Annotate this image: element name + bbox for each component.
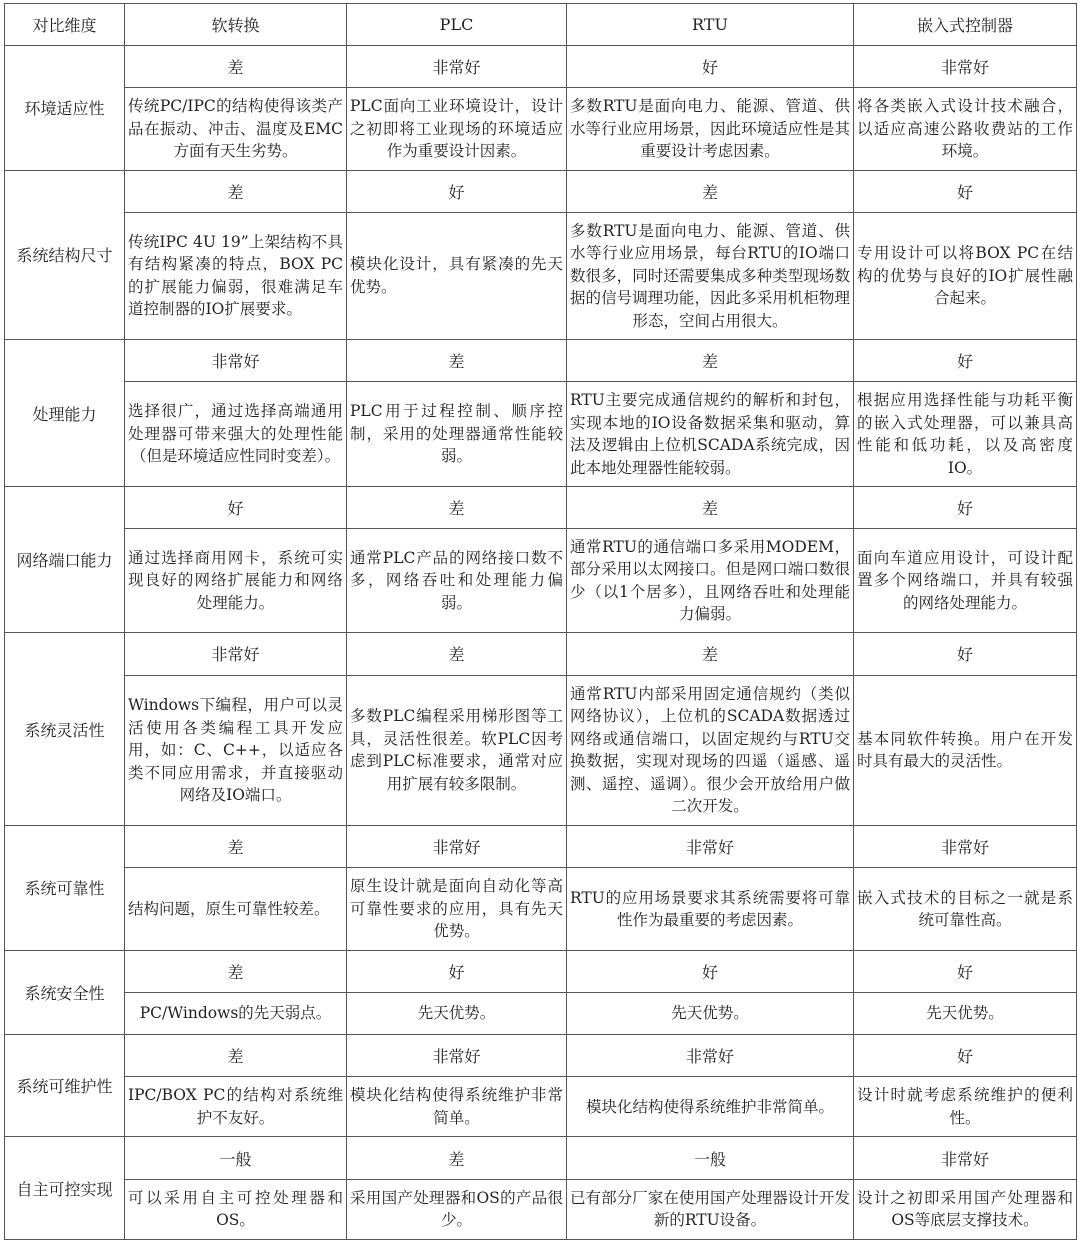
description-cell: IPC/BOX PC的结构对系统维护不友好。 <box>125 1077 347 1137</box>
rating-cell: 差 <box>347 1137 567 1179</box>
rating-cell: 差 <box>347 486 567 528</box>
dimension-label: 处理能力 <box>5 340 125 487</box>
rating-cell: 好 <box>854 340 1077 382</box>
rating-cell: 好 <box>854 1035 1077 1077</box>
description-cell: 已有部分厂家在使用国产处理器设计开发新的RTU设备。 <box>567 1179 854 1239</box>
description-cell: 设计之初即采用国产处理器和OS等底层支撑技术。 <box>854 1179 1077 1239</box>
dimension-label: 系统可维护性 <box>5 1035 125 1137</box>
description-cell: 先天优势。 <box>347 992 567 1034</box>
rating-row <box>5 340 1077 382</box>
description-cell: PC/Windows的先天弱点。 <box>125 992 347 1034</box>
description-row <box>5 675 1077 826</box>
rating-cell: 差 <box>125 1035 347 1077</box>
rating-cell: 好 <box>567 46 854 88</box>
rating-cell: 好 <box>854 486 1077 528</box>
description-row <box>5 1077 1077 1137</box>
header-embedded-controller: 嵌入式控制器 <box>854 4 1077 46</box>
rating-cell: 好 <box>854 170 1077 212</box>
description-cell: Windows下编程，用户可以灵活使用各类编程工具开发应用，如：C、C++，以适应各类不同应用需求，并直接驱动网络及IO端口。 <box>125 675 347 826</box>
rating-cell: 差 <box>125 826 347 868</box>
description-row <box>5 382 1077 486</box>
description-cell: 模块化结构使得系统维护非常简单。 <box>567 1077 854 1137</box>
rating-cell: 非常好 <box>854 826 1077 868</box>
rating-row <box>5 1137 1077 1179</box>
description-cell: 先天优势。 <box>854 992 1077 1034</box>
description-cell: 设计时就考虑系统维护的便利性。 <box>854 1077 1077 1137</box>
rating-row <box>5 1035 1077 1077</box>
rating-cell: 差 <box>567 170 854 212</box>
description-cell: 嵌入式技术的目标之一就是系统可靠性高。 <box>854 868 1077 950</box>
description-cell: 多数RTU是面向电力、能源、管道、供水等行业应用场景，因此环境适应性是其重要设计考虑因素。 <box>567 88 854 170</box>
rating-cell: 好 <box>854 950 1077 992</box>
description-cell: 传统PC/IPC的结构使得该类产品在振动、冲击、温度及EMC方面有天生劣势。 <box>125 88 347 170</box>
header-row <box>5 4 1077 46</box>
description-cell: RTU的应用场景要求其系统需要将可靠性作为最重要的考虑因素。 <box>567 868 854 950</box>
rating-cell: 差 <box>125 170 347 212</box>
rating-row <box>5 950 1077 992</box>
rating-cell: 非常好 <box>854 1137 1077 1179</box>
rating-cell: 好 <box>125 486 347 528</box>
description-cell: 传统IPC 4U 19”上架结构不具有结构紧凑的特点，BOX PC的扩展能力偏弱，很难满足车道控制器的IO扩展要求。 <box>125 212 347 340</box>
description-cell: 多数PLC编程采用梯形图等工具，灵活性很差。软PLC因考虑到PLC标准要求，通常对应用扩展有较多限制。 <box>347 675 567 826</box>
rating-cell: 好 <box>854 633 1077 675</box>
dimension-label: 系统灵活性 <box>5 633 125 826</box>
description-row <box>5 1179 1077 1239</box>
rating-row <box>5 633 1077 675</box>
rating-row <box>5 170 1077 212</box>
rating-cell: 非常好 <box>347 826 567 868</box>
rating-cell: 好 <box>347 950 567 992</box>
description-cell: 基本同软件转换。用户在开发时具有最大的灵活性。 <box>854 675 1077 826</box>
description-cell: 可以采用自主可控处理器和OS。 <box>125 1179 347 1239</box>
description-row <box>5 212 1077 340</box>
description-cell: 通常RTU内部采用固定通信规约（类似网络协议），上位机的SCADA数据透过网络或通信端口，以固定规约与RTU交换数据，实现对现场的四遥（遥感、遥测、遥控、遥调）。很少会开放给用户做二次开发。 <box>567 675 854 826</box>
rating-cell: 一般 <box>567 1137 854 1179</box>
rating-cell: 差 <box>125 950 347 992</box>
rating-cell: 差 <box>347 340 567 382</box>
rating-cell: 好 <box>567 950 854 992</box>
description-cell: 原生设计就是面向自动化等高可靠性要求的应用，具有先天优势。 <box>347 868 567 950</box>
description-row <box>5 88 1077 170</box>
rating-cell: 非常好 <box>347 1035 567 1077</box>
description-row <box>5 868 1077 950</box>
description-cell: PLC面向工业环境设计，设计之初即将工业现场的环境适应作为重要设计因素。 <box>347 88 567 170</box>
rating-cell: 非常好 <box>125 633 347 675</box>
rating-cell: 差 <box>125 46 347 88</box>
description-cell: 将各类嵌入式设计技术融合，以适应高速公路收费站的工作环境。 <box>854 88 1077 170</box>
description-cell: 模块化结构使得系统维护非常简单。 <box>347 1077 567 1137</box>
header-dimension: 对比维度 <box>5 4 125 46</box>
dimension-label: 环境适应性 <box>5 46 125 171</box>
description-cell: 结构问题，原生可靠性较差。 <box>125 868 347 950</box>
rating-cell: 非常好 <box>567 1035 854 1077</box>
rating-row <box>5 826 1077 868</box>
rating-cell: 差 <box>347 633 567 675</box>
description-cell: RTU主要完成通信规约的解析和封包，实现本地的IO设备数据采集和驱动，算法及逻辑由上位机SCADA系统完成，因此本地处理器性能较弱。 <box>567 382 854 486</box>
comparison-table <box>4 3 1077 1240</box>
rating-cell: 差 <box>567 340 854 382</box>
dimension-label: 网络端口能力 <box>5 486 125 633</box>
rating-cell: 差 <box>567 486 854 528</box>
description-cell: 先天优势。 <box>567 992 854 1034</box>
rating-row <box>5 46 1077 88</box>
description-cell: 根据应用选择性能与功耗平衡的嵌入式处理器，可以兼具高性能和低功耗，以及高密度IO。 <box>854 382 1077 486</box>
dimension-label: 系统安全性 <box>5 950 125 1034</box>
rating-cell: 非常好 <box>347 46 567 88</box>
description-cell: PLC用于过程控制、顺序控制，采用的处理器通常性能较弱。 <box>347 382 567 486</box>
rating-cell: 非常好 <box>567 826 854 868</box>
description-cell: 多数RTU是面向电力、能源、管道、供水等行业应用场景，每台RTU的IO端口数很多，同时还需要集成多种类型现场数据的信号调理功能，因此多采用机柜物理形态，空间占用很大。 <box>567 212 854 340</box>
description-cell: 模块化设计，具有紧凑的先天优势。 <box>347 212 567 340</box>
dimension-label: 系统可靠性 <box>5 826 125 951</box>
header-rtu: RTU <box>567 4 854 46</box>
description-cell: 通过选择商用网卡，系统可实现良好的网络扩展能力和网络处理能力。 <box>125 528 347 632</box>
rating-cell: 好 <box>347 170 567 212</box>
description-cell: 面向车道应用设计，可设计配置多个网络端口，并具有较强的网络处理能力。 <box>854 528 1077 632</box>
dimension-label: 自主可控实现 <box>5 1137 125 1240</box>
description-row <box>5 528 1077 632</box>
rating-cell: 一般 <box>125 1137 347 1179</box>
rating-cell: 差 <box>567 633 854 675</box>
header-plc: PLC <box>347 4 567 46</box>
rating-cell: 非常好 <box>854 46 1077 88</box>
description-cell: 专用设计可以将BOX PC在结构的优势与良好的IO扩展性融合起来。 <box>854 212 1077 340</box>
description-cell: 通常PLC产品的网络接口数不多，网络吞吐和处理能力偏弱。 <box>347 528 567 632</box>
description-cell: 选择很广，通过选择高端通用处理器可带来强大的处理性能（但是环境适应性同时变差）。 <box>125 382 347 486</box>
dimension-label: 系统结构尺寸 <box>5 170 125 340</box>
description-cell: 采用国产处理器和OS的产品很少。 <box>347 1179 567 1239</box>
description-row <box>5 992 1077 1034</box>
rating-row <box>5 486 1077 528</box>
rating-cell: 非常好 <box>125 340 347 382</box>
header-soft-conversion: 软转换 <box>125 4 347 46</box>
description-cell: 通常RTU的通信端口多采用MODEM，部分采用以太网接口。但是网口端口数很少（以1个居多），且网络吞吐和处理能力偏弱。 <box>567 528 854 632</box>
